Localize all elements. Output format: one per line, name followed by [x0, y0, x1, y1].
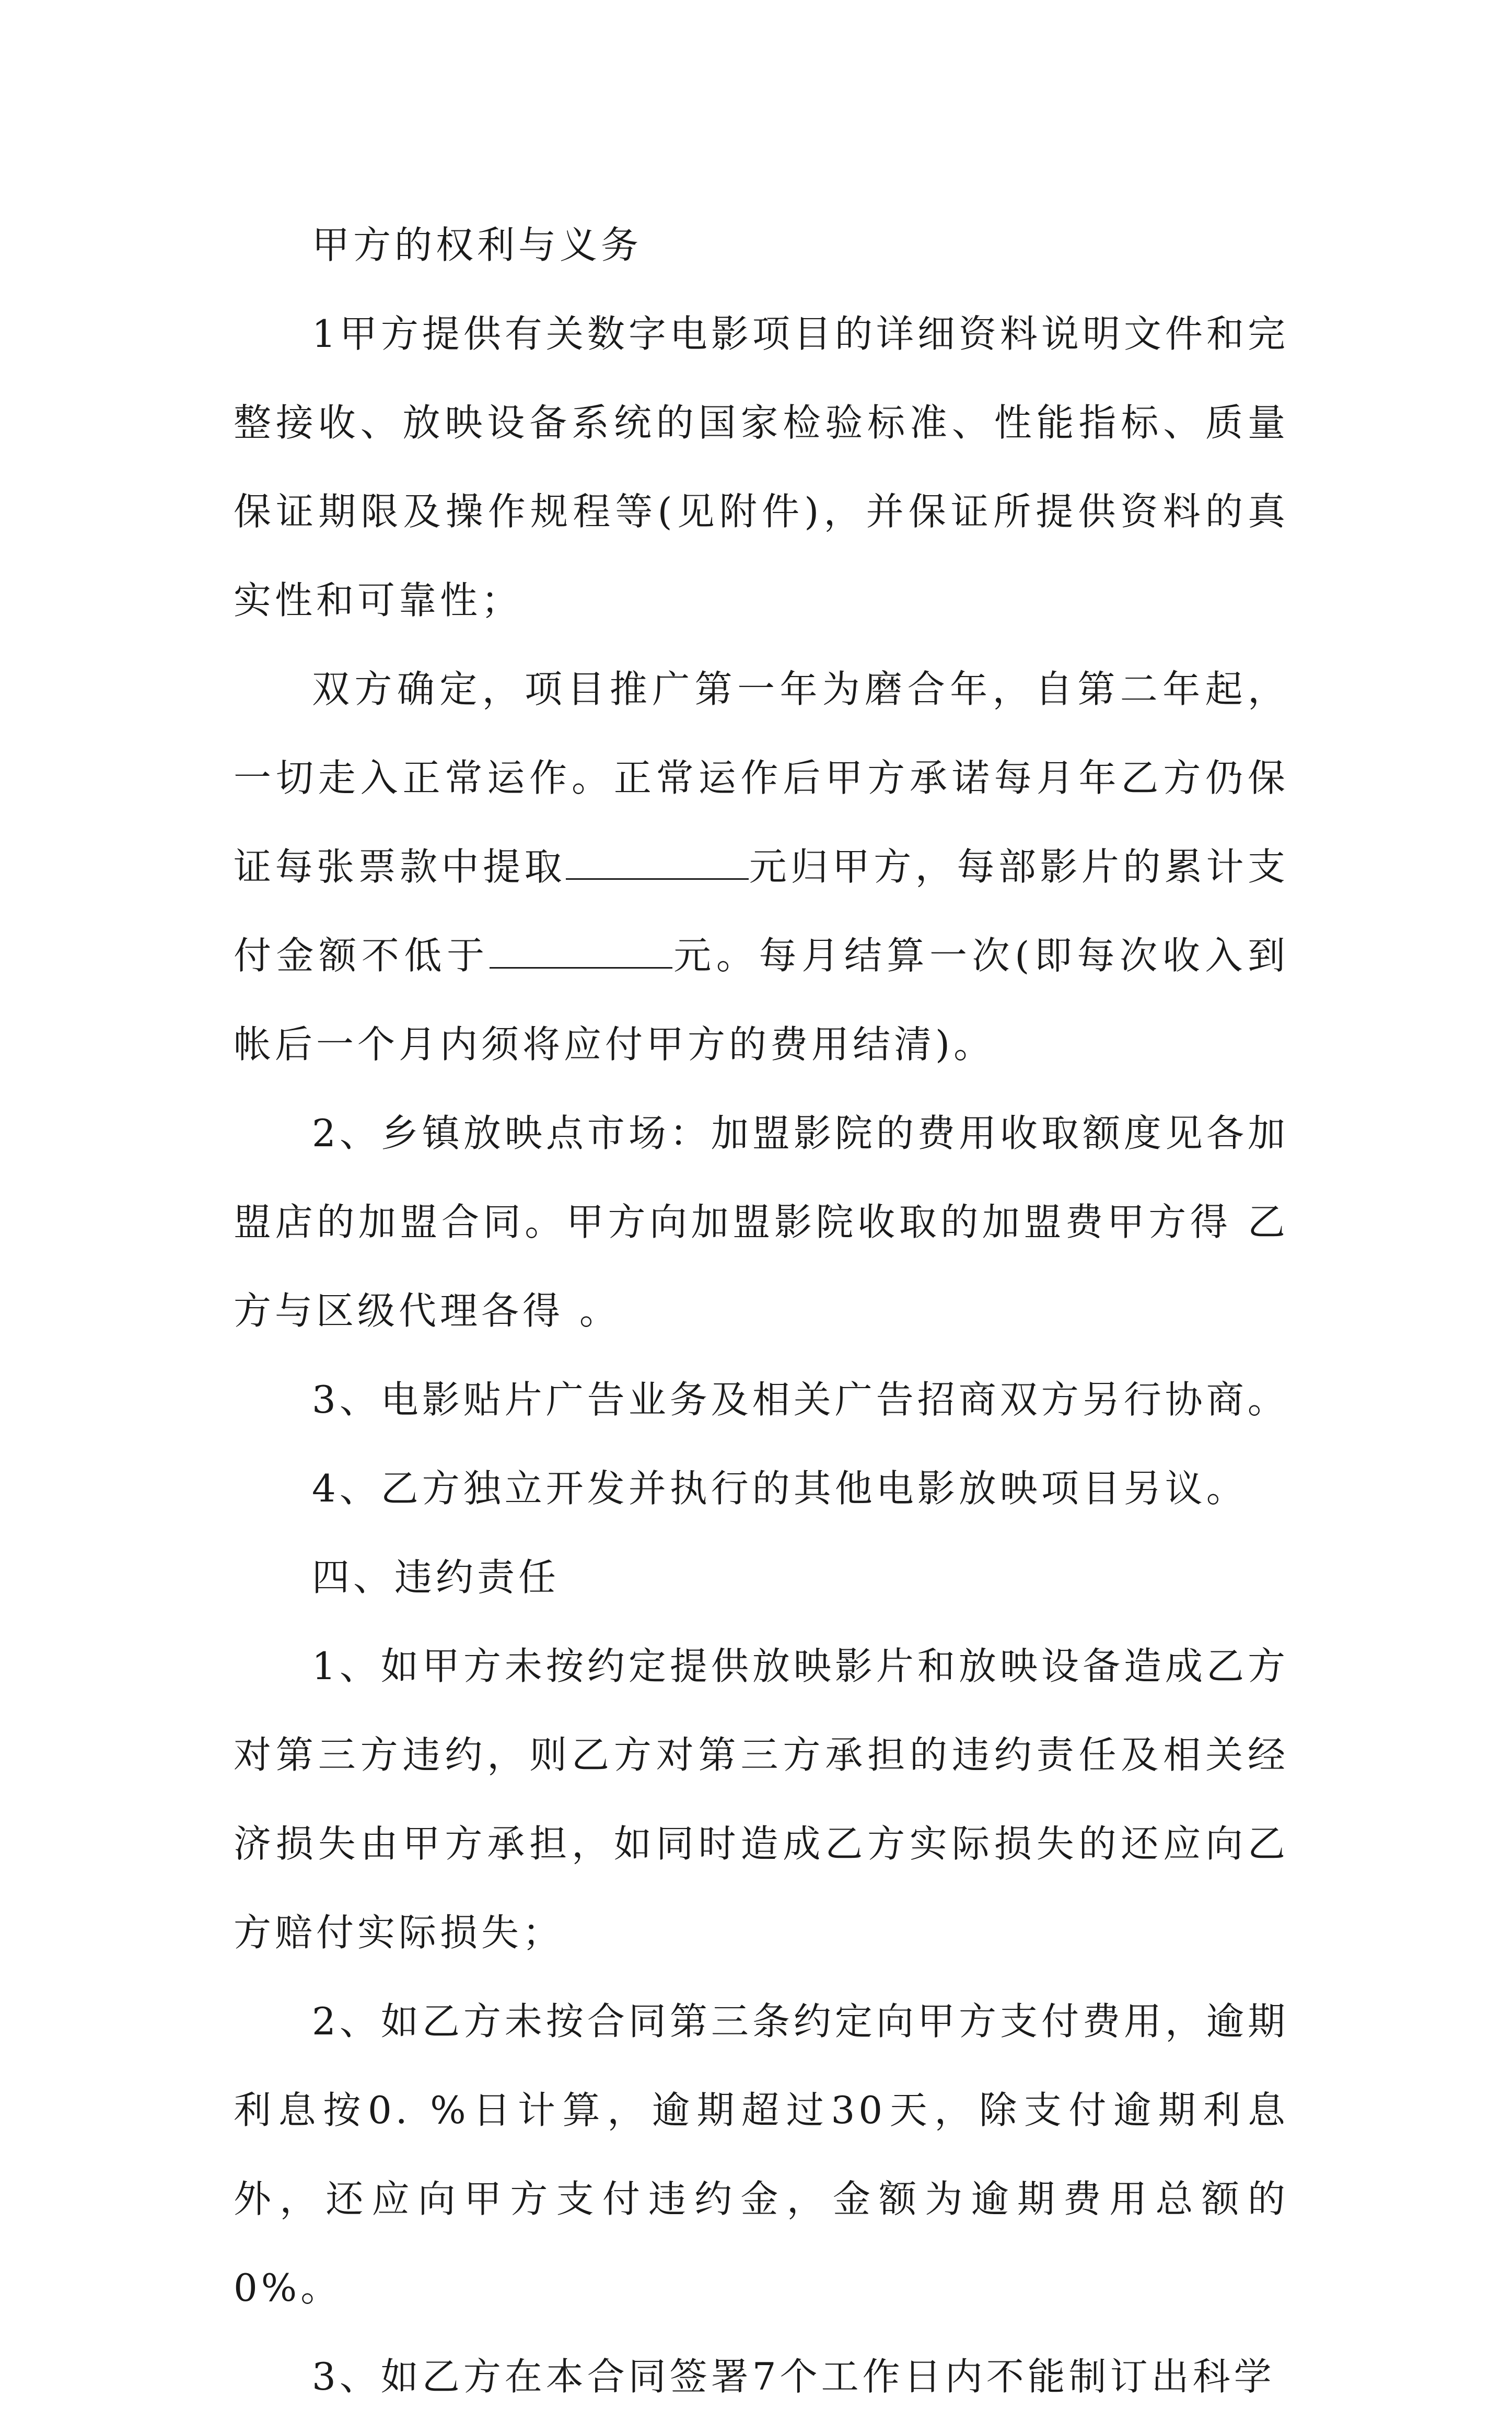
- blank-fill-line: [566, 848, 749, 880]
- paragraph-breach-party-b-payment: 2、如乙方未按合同第三条约定向甲方支付费用，逾期利息按0. %日计算，逾期超过30天，除支付逾期利息外，还应向甲方支付违约金，金额为逾期费用总额的 0%。: [234, 1999, 1289, 2310]
- section-heading-party-a-rights: 甲方的权利与义务: [312, 223, 643, 267]
- paragraph-text: 元。每月结算一次(即每次收入到帐后一个月内须将应付甲方的费用结清)。: [234, 934, 1289, 1066]
- paragraph-breach-party-a: 1、如甲方未按约定提供放映影片和放映设备造成乙方对第三方违约，则乙方对第三方承担的违约责任及相关经济损失由甲方承担，如同时造成乙方实际损失的还应向乙方赔付实际损失；: [234, 1644, 1289, 1954]
- paragraph-operation-terms: [234, 645, 1289, 1089]
- paragraph-text: 元归甲方，每部影片的累计支付金额不低于: [234, 845, 1289, 977]
- document-body: [234, 201, 1289, 2421]
- blank-fill-line: [490, 937, 672, 969]
- paragraph-breach-party-b-plan: 3、如乙方在本合同签署7个工作日内不能制订出科学: [312, 2355, 1275, 2399]
- paragraph-text: 双方确定，项目推广第一年为磨合年，自第二年起，一切走入正常运作。正常运作后甲方承诺每月年乙方仍保证每张票款中提取: [234, 667, 1289, 889]
- paragraph-party-a-materials: 1甲方提供有关数字电影项目的详细资料说明文件和完整接收、放映设备系统的国家检验标准、性能指标、质量保证期限及操作规程等(见附件)，并保证所提供资料的真实性和可靠性；: [234, 312, 1289, 622]
- section-heading-breach-liability: 四、违约责任: [312, 1555, 560, 1599]
- paragraph-advertising: 3、电影贴片广告业务及相关广告招商双方另行协商。: [312, 1378, 1289, 1422]
- paragraph-township-market: 2、乡镇放映点市场：加盟影院的费用收取额度见各加盟店的加盟合同。甲方向加盟影院收取的加盟费甲方得 乙方与区级代理各得 。: [234, 1111, 1289, 1333]
- paragraph-other-projects: 4、乙方独立开发并执行的其他电影放映项目另议。: [312, 1466, 1248, 1510]
